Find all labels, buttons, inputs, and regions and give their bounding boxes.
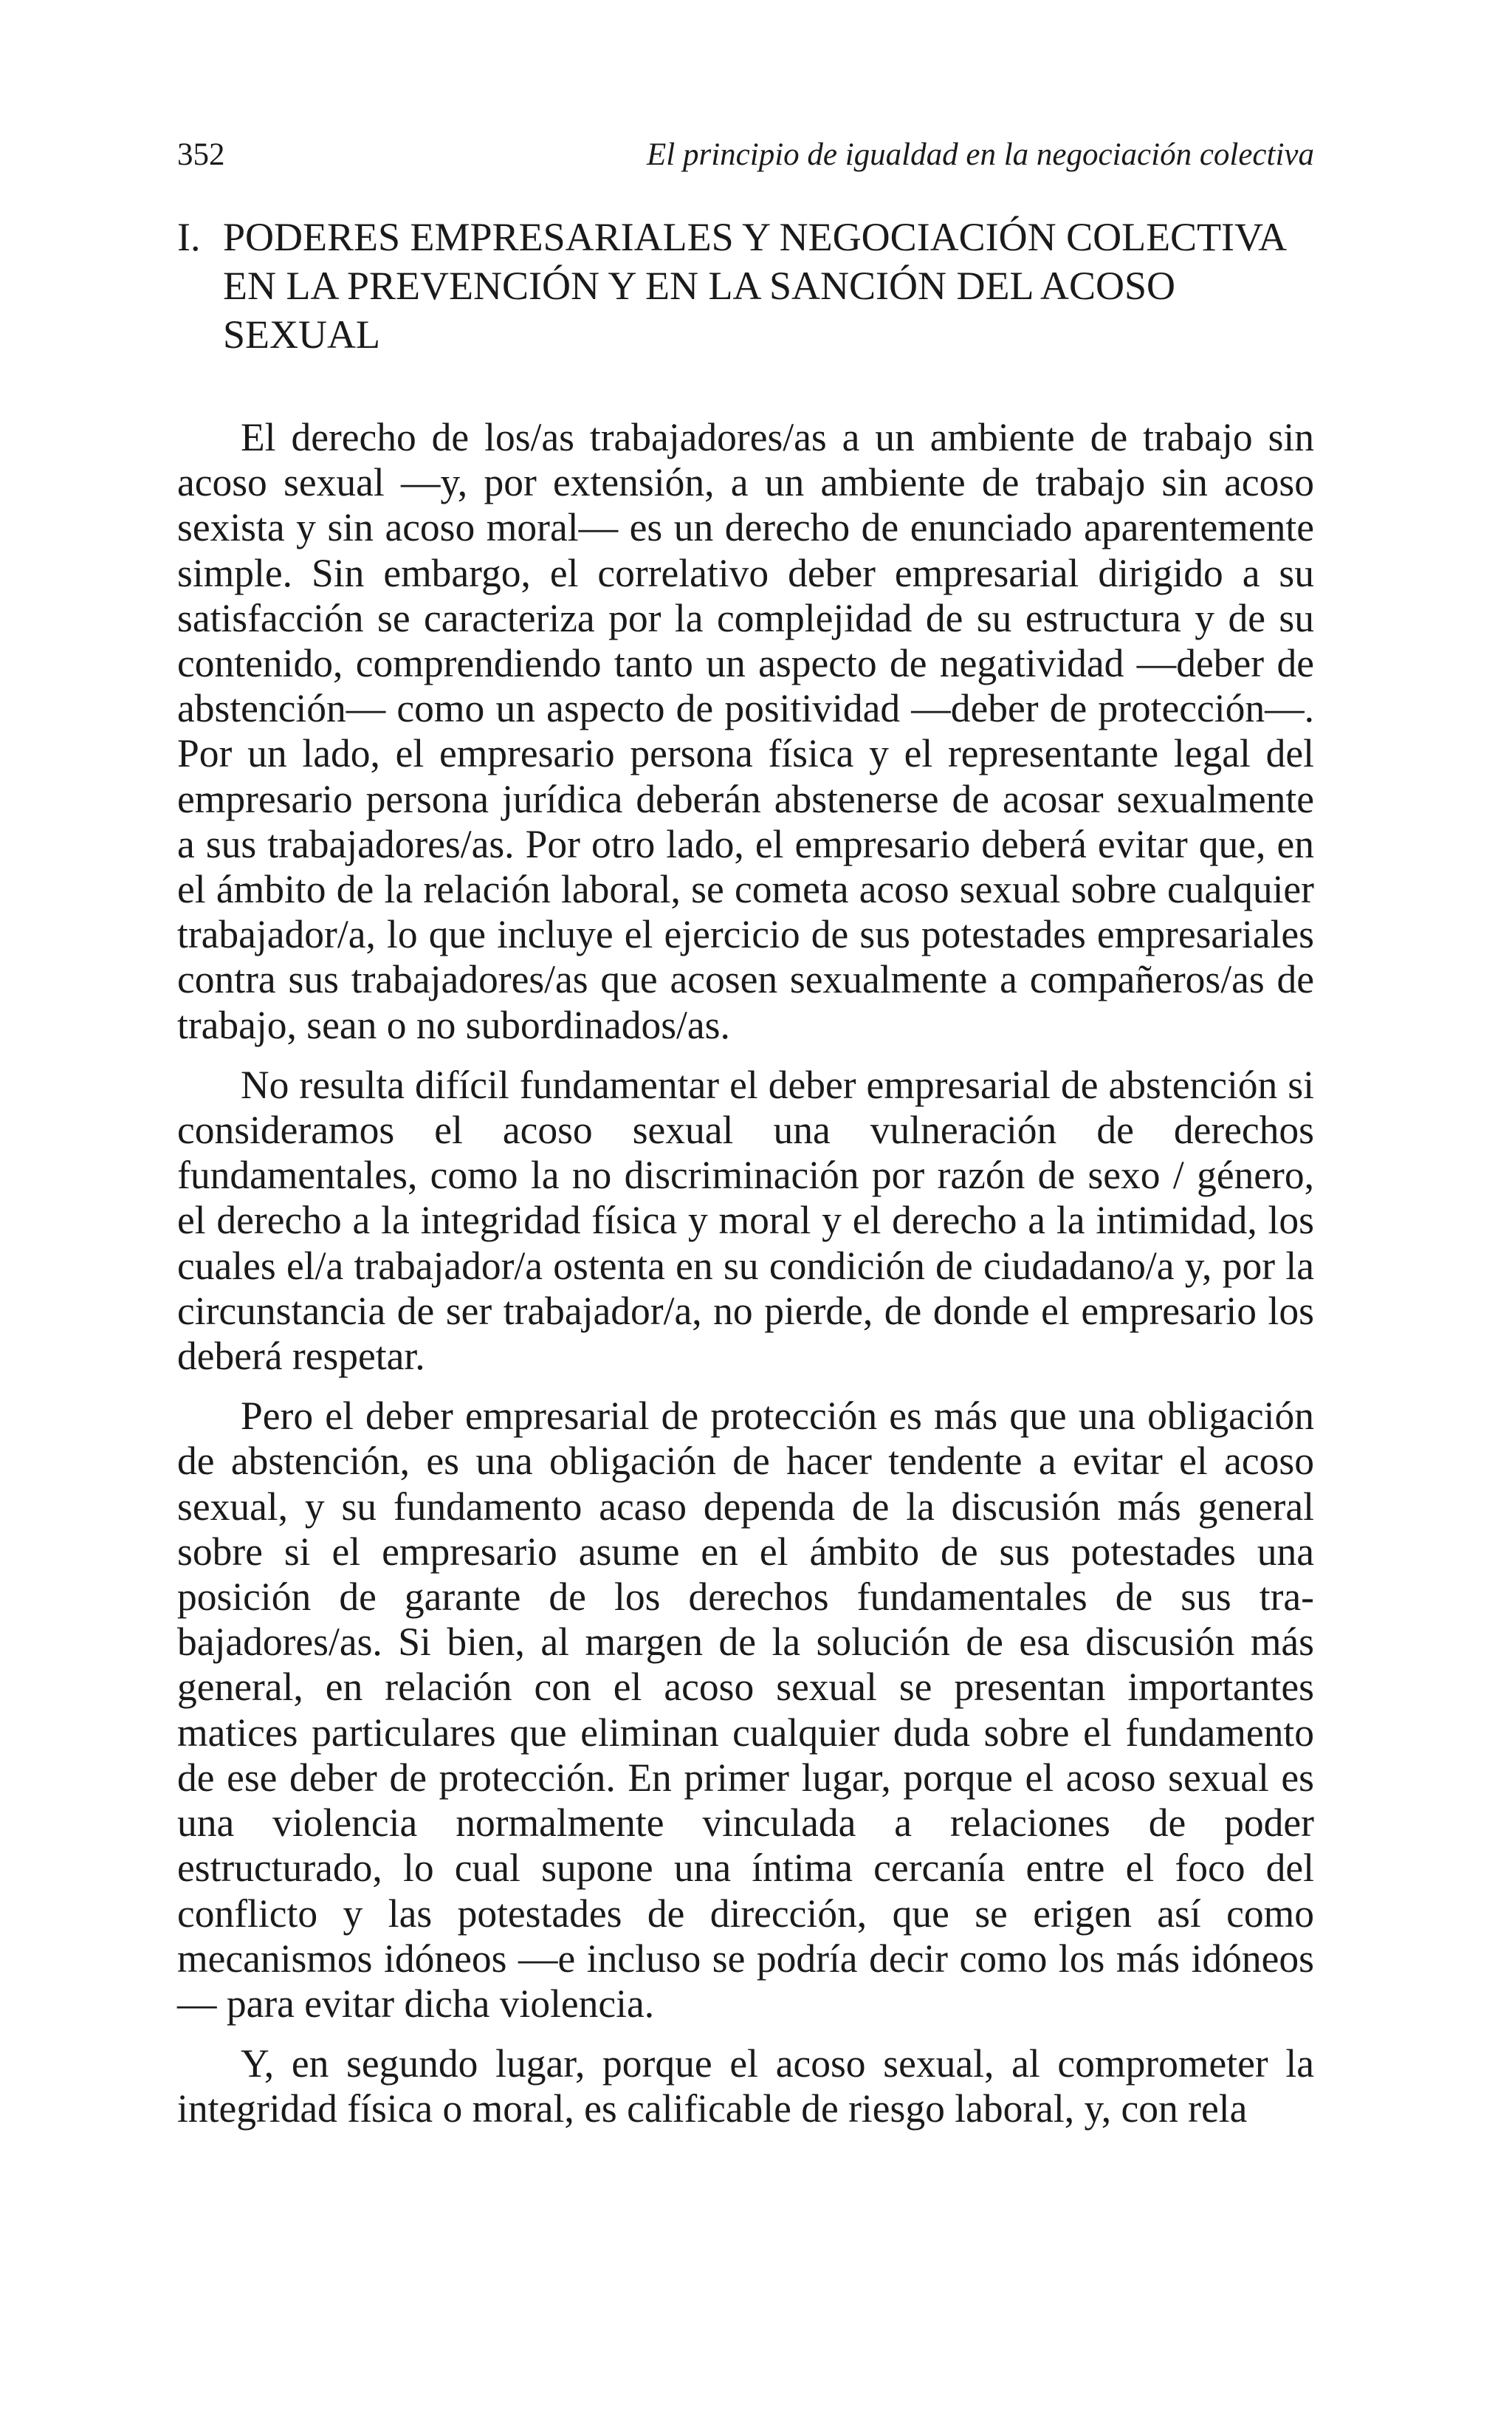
book-page [177,133,1314,2147]
paragraph-3: Pero el deber empresarial de protección es más que una obligación de abstención, es una obligación de hacer tendente a evitar el acoso sexual, y su fundamento acaso dependa de la discusión más general sobre si el empresario asume en el ámbito de sus potestades una posición de garante de los derechos fundamentales de sus trabajadores/as. Si bien, al margen de la solución de esa discusión más general, en relación con el acoso sexual se presentan importantes matices particulares que eliminan cualquier duda sobre el fundamento de ese deber de protección. En primer lugar, porque el acoso sexual es una violencia normalmente vinculada a relaciones de poder estructurado, lo cual supone una íntima cercanía entre el foco del conflicto y las potestades de dirección, que se erigen así como mecanismos idóneos —e incluso se podría decir como los más idóneos— para evitar dicha violencia. [177,1394,1314,2026]
section-heading [177,213,1314,359]
section-title: PODERES EMPRESARIALES Y NEGOCIACIÓN COLECTIVA EN LA PREVENCIÓN Y EN LA SANCIÓN DEL ACOSO SEXUAL [223,215,1285,357]
paragraph-1: El derecho de los/as trabajadores/as a un ambiente de trabajo sin acoso sexual —y, por extensión, a un ambiente de trabajo sin acoso sexista y sin acoso moral— es un derecho de enunciado aparentemente simple. Sin embargo, el correlativo deber empresarial dirigido a su satisfacción se caracteriza por la complejidad de su estructura y de su contenido, comprendiendo tanto un aspecto de negatividad —deber de abstención— como un aspecto de positividad —deber de protección—. Por un lado, el empresario persona física y el representante legal del empresario persona jurídica deberán abstenerse de acosar sexualmente a sus trabajadores/as. Por otro lado, el empresario deberá evitar que, en el ámbito de la relación laboral, se cometa acoso sexual sobre cualquier trabajador/a, lo que incluye el ejercicio de sus potestades empresariales contra sus trabajadores/as que acosen sexualmente a compañeros/as de trabajo, sean o no subordinados/as. [177,415,1314,1047]
book-title: El principio de igualdad en la negociación colectiva [647,137,1314,172]
paragraph-4: Y, en segundo lugar, porque el acoso sexual, al comprometer la integridad física o moral, es calificable de riesgo laboral, y, con rela [177,2041,1314,2131]
section-number: I. [177,215,201,259]
page-number: 352 [177,137,225,172]
running-head [177,133,1314,177]
paragraph-2: No resulta difícil fundamentar el deber empresarial de abstención si consideramos el acoso sexual una vulneración de derechos fundamentales, como la no discriminación por razón de sexo / género, el derecho a la integridad física y moral y el derecho a la intimidad, los cuales el/a trabajador/a ostenta en su condición de ciudadano/a y, por la circunstancia de ser trabajador/a, no pierde, de donde el empresario los deberá respetar. [177,1062,1314,1379]
